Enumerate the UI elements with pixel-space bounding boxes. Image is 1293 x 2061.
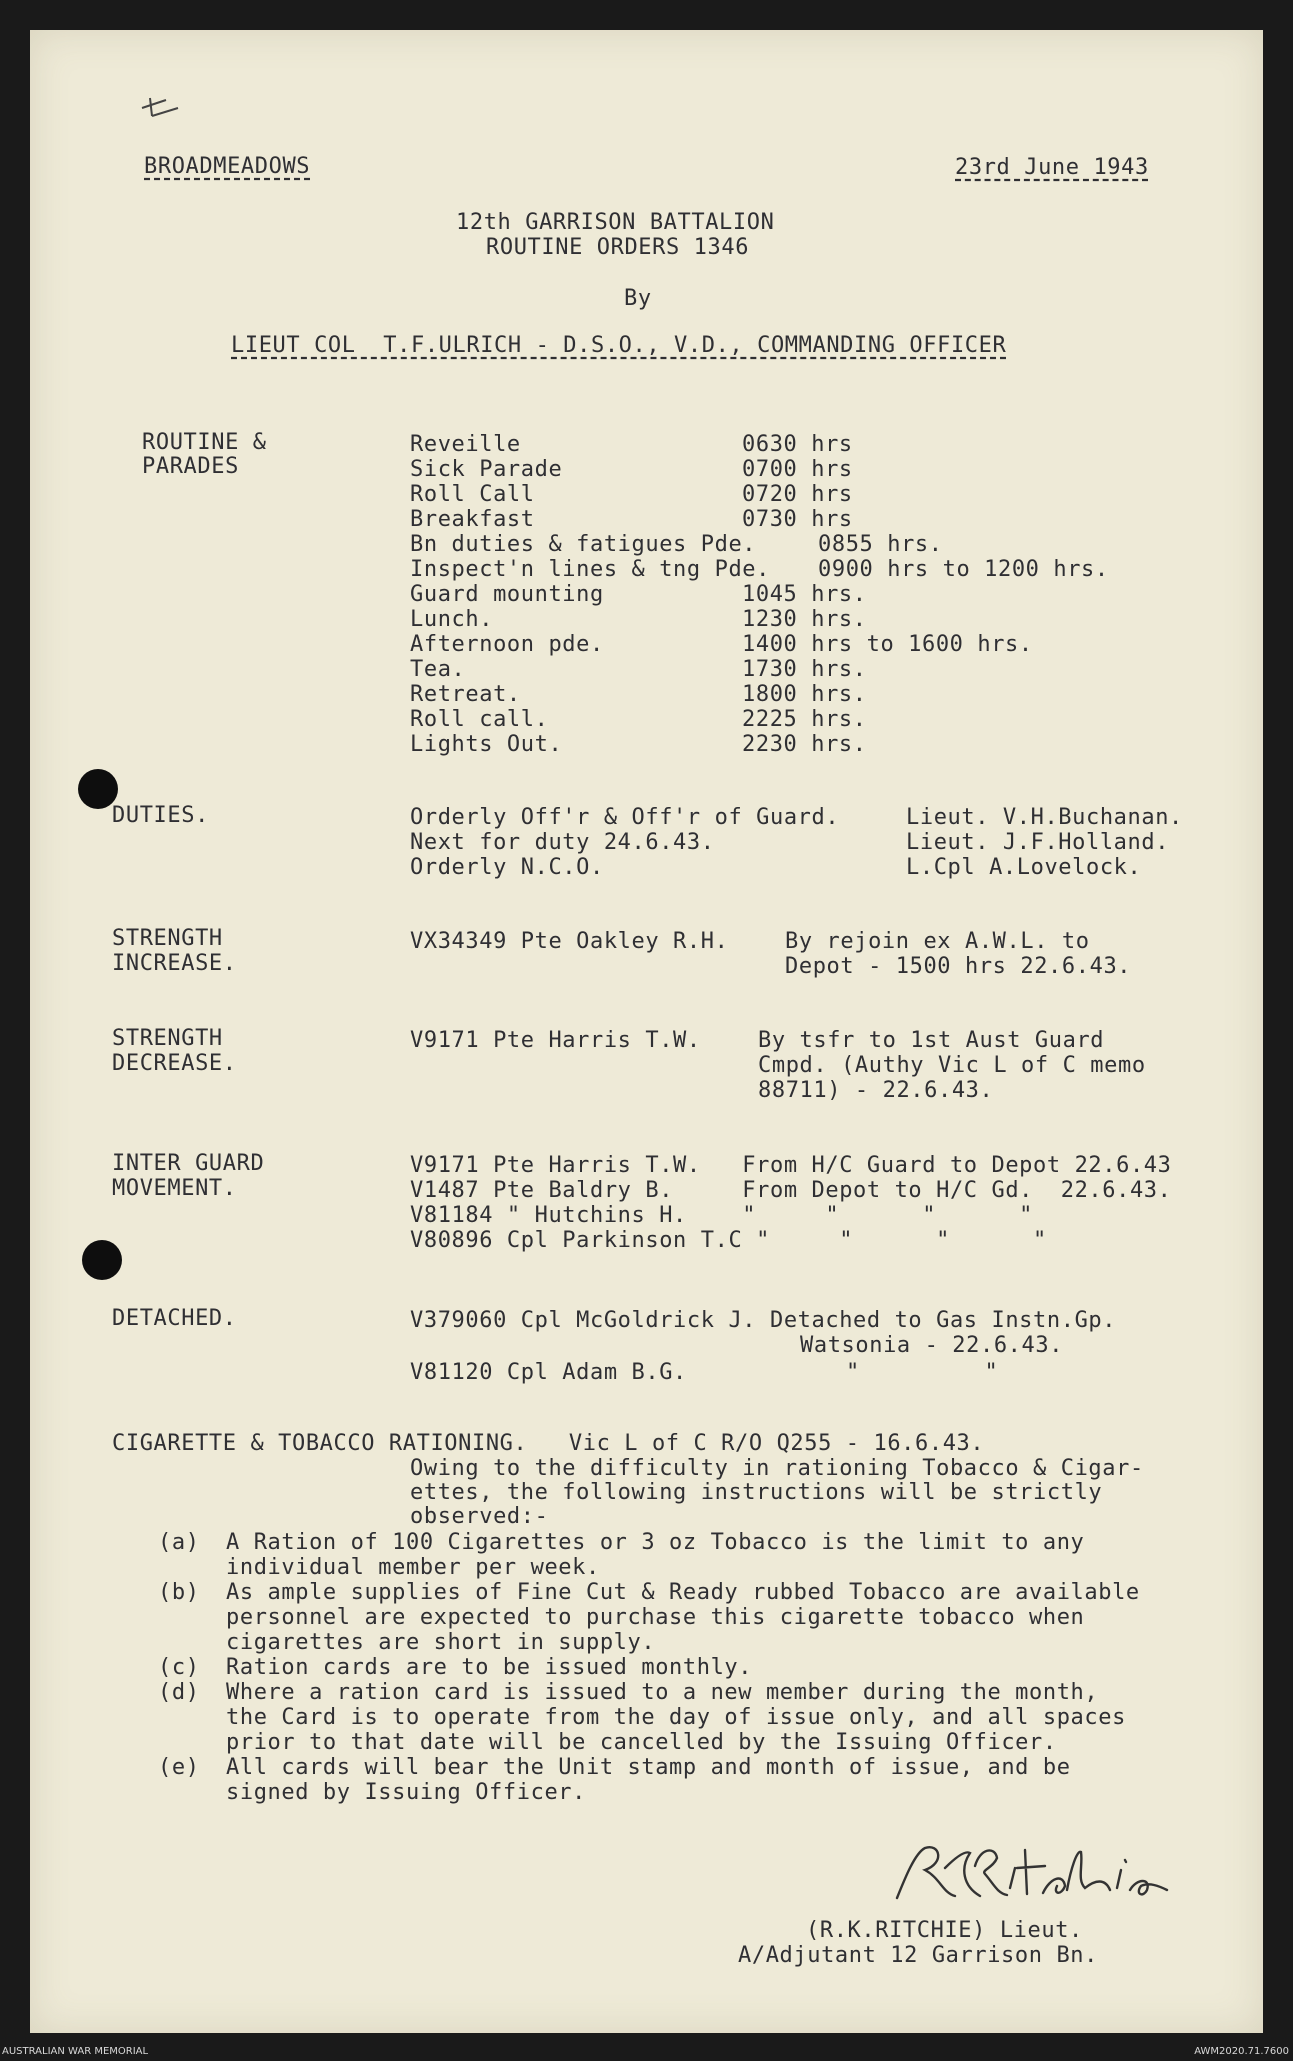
duty-assignment: Next for duty 24.6.43. <box>410 830 715 855</box>
duty-officer: Lieut. J.F.Holland. <box>906 830 1170 855</box>
routine-item-time: 0855 hrs. <box>818 532 943 557</box>
punch-hole-upper <box>78 769 118 809</box>
routine-item-name: Bn duties & fatigues Pde. <box>410 532 757 557</box>
inter-guard-label-1: INTER GUARD <box>112 1151 265 1176</box>
instruction-line: the Card is to operate from the day of issue only, and all spaces <box>226 1705 1126 1730</box>
strength-increase-detail-1: By rejoin ex A.W.L. to <box>785 929 1090 954</box>
signatory-role: A/Adjutant 12 Garrison Bn. <box>738 1943 1098 1968</box>
instruction-line: Ration cards are to be issued monthly. <box>226 1655 753 1680</box>
strength-decrease-label-1: STRENGTH <box>112 1026 223 1051</box>
routine-item-time: 1730 hrs. <box>742 657 867 682</box>
routine-item-name: Tea. <box>410 657 466 682</box>
strength-increase-detail-2: Depot - 1500 hrs 22.6.43. <box>785 954 1132 979</box>
routine-item-time: 0630 hrs <box>742 432 853 457</box>
duty-officer: L.Cpl A.Lovelock. <box>906 855 1142 880</box>
cigarette-intro-1: Owing to the difficulty in rationing Tobacco & Cigar- <box>410 1456 1144 1481</box>
instruction-line: A Ration of 100 Cigarettes or 3 oz Tobacco is the limit to any <box>226 1530 1085 1555</box>
detached-line-1: V379060 Cpl McGoldrick J. Detached to Gas Instn.Gp. <box>410 1308 1117 1333</box>
place-heading: BROADMEADOWS <box>144 154 311 179</box>
routine-item-name: Retreat. <box>410 682 521 707</box>
inter-guard-label-2: MOVEMENT. <box>112 1176 237 1201</box>
strength-increase-label-1: STRENGTH <box>112 926 223 951</box>
routine-item-time: 1045 hrs. <box>742 582 867 607</box>
footer-archive-name: AUSTRALIAN WAR MEMORIAL <box>2 2046 149 2057</box>
routine-item-name: Guard mounting <box>410 582 604 607</box>
document-date: 23rd June 1943 <box>955 155 1149 180</box>
instruction-letter: (a) <box>158 1530 200 1555</box>
routine-item-time: 1800 hrs. <box>742 682 867 707</box>
signatory-name: (R.K.RITCHIE) Lieut. <box>806 1918 1083 1943</box>
instruction-letter: (d) <box>158 1680 200 1705</box>
pencil-mark <box>138 94 184 126</box>
cigarette-heading: CIGARETTE & TOBACCO RATIONING. Vic L of C R/O Q255 - 16.6.43. <box>112 1431 985 1456</box>
cigarette-intro-3: observed:- <box>410 1504 549 1529</box>
commanding-officer: LIEUT COL T.F.ULRICH - D.S.O., V.D., COMMANDING OFFICER <box>231 333 1007 358</box>
instruction-letter: (c) <box>158 1655 200 1680</box>
battalion-title: 12th GARRISON BATTALION <box>456 210 775 235</box>
movement-entry: V80896 Cpl Parkinson T.C " " " " <box>410 1228 1047 1253</box>
handwritten-signature <box>885 1838 1170 1908</box>
duty-assignment: Orderly Off'r & Off'r of Guard. <box>410 805 840 830</box>
routine-item-time: 1400 hrs to 1600 hrs. <box>742 632 1033 657</box>
routine-item-time: 1230 hrs. <box>742 607 867 632</box>
routine-item-name: Lights Out. <box>410 732 563 757</box>
routine-item-time: 0720 hrs <box>742 482 853 507</box>
instruction-line: signed by Issuing Officer. <box>226 1780 586 1805</box>
detached-line-2: Watsonia - 22.6.43. <box>800 1333 1064 1358</box>
routine-item-time: 0700 hrs <box>742 457 853 482</box>
routine-item-name: Afternoon pde. <box>410 632 604 657</box>
routine-item-name: Sick Parade <box>410 457 563 482</box>
duty-officer: Lieut. V.H.Buchanan. <box>906 805 1183 830</box>
punch-hole-lower <box>82 1240 122 1280</box>
routine-label-1: ROUTINE & <box>142 430 267 455</box>
instruction-letter: (b) <box>158 1580 200 1605</box>
detached-ditto: " " <box>846 1360 999 1385</box>
instruction-line: As ample supplies of Fine Cut & Ready rubbed Tobacco are available <box>226 1580 1140 1605</box>
strength-decrease-member: V9171 Pte Harris T.W. <box>410 1028 701 1053</box>
routine-item-name: Roll call. <box>410 707 549 732</box>
strength-decrease-detail-3: 88711) - 22.6.43. <box>758 1078 994 1103</box>
routine-item-time: 2225 hrs. <box>742 707 867 732</box>
routine-item-name: Reveille <box>410 432 521 457</box>
routine-item-time: 0900 hrs to 1200 hrs. <box>818 557 1109 582</box>
detached-line-3: V81120 Cpl Adam B.G. <box>410 1360 687 1385</box>
strength-increase-member: VX34349 Pte Oakley R.H. <box>410 929 729 954</box>
routine-item-time: 0730 hrs <box>742 507 853 532</box>
instruction-line: Where a ration card is issued to a new member during the month, <box>226 1680 1099 1705</box>
instruction-line: All cards will bear the Unit stamp and month of issue, and be <box>226 1755 1071 1780</box>
routine-item-time: 2230 hrs. <box>742 732 867 757</box>
detached-label: DETACHED. <box>112 1306 237 1331</box>
instruction-line: personnel are expected to purchase this cigarette tobacco when <box>226 1605 1085 1630</box>
strength-decrease-detail-2: Cmpd. (Authy Vic L of C memo <box>758 1053 1146 1078</box>
strength-increase-label-2: INCREASE. <box>112 951 237 976</box>
duties-label: DUTIES. <box>112 803 209 828</box>
movement-entry: V9171 Pte Harris T.W. From H/C Guard to Depot 22.6.43 <box>410 1153 1172 1178</box>
document-page <box>30 30 1263 2033</box>
instruction-letter: (e) <box>158 1755 200 1780</box>
strength-decrease-label-2: DECREASE. <box>112 1051 237 1076</box>
strength-decrease-detail-1: By tsfr to 1st Aust Guard <box>758 1028 1105 1053</box>
routine-label-2: PARADES <box>142 454 239 479</box>
movement-entry: V81184 " Hutchins H. " " " " <box>410 1203 1034 1228</box>
routine-item-name: Breakfast <box>410 507 535 532</box>
routine-item-name: Lunch. <box>410 607 494 632</box>
footer-accession-number: AWM2020.71.7600 <box>1194 2046 1289 2057</box>
instruction-line: prior to that date will be cancelled by the Issuing Officer. <box>226 1730 1057 1755</box>
cigarette-intro-2: ettes, the following instructions will be strictly <box>410 1480 1103 1505</box>
routine-item-name: Inspect'n lines & tng Pde. <box>410 557 770 582</box>
routine-item-name: Roll Call <box>410 482 535 507</box>
duty-assignment: Orderly N.C.O. <box>410 855 604 880</box>
instruction-line: cigarettes are short in supply. <box>226 1630 656 1655</box>
instruction-line: individual member per week. <box>226 1555 600 1580</box>
by-line: By <box>624 286 652 311</box>
movement-entry: V1487 Pte Baldry B. From Depot to H/C Gd. 22.6.43. <box>410 1178 1172 1203</box>
orders-title: ROUTINE ORDERS 1346 <box>486 235 750 260</box>
